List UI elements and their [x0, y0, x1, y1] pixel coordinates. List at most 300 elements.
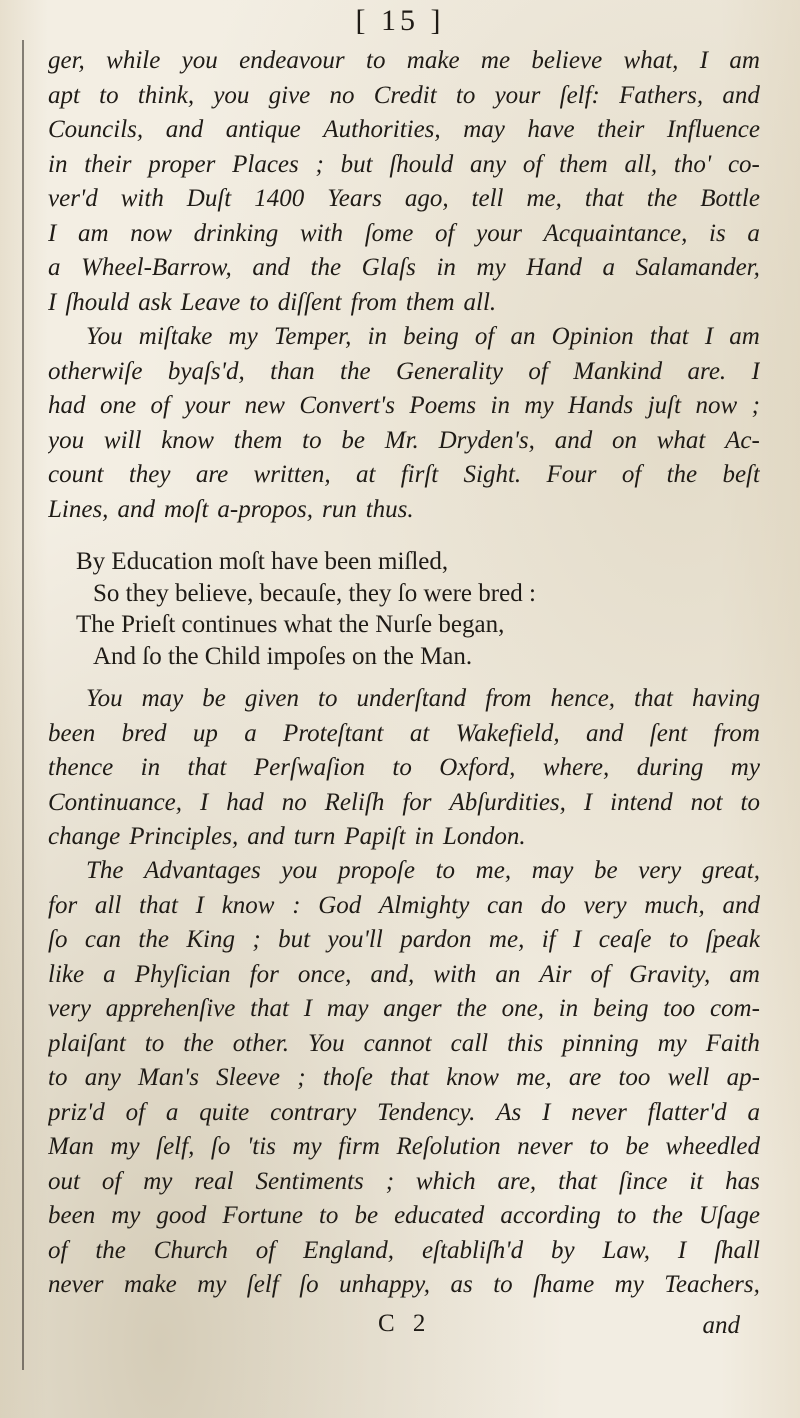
word: to — [144, 1029, 165, 1057]
word: I — [48, 219, 57, 247]
word: not — [690, 788, 723, 816]
text-line — [48, 182, 760, 217]
page-binding-edge — [22, 40, 24, 1370]
word: to — [435, 857, 456, 884]
word: to — [740, 788, 760, 816]
word: never — [571, 1098, 627, 1126]
word: what — [656, 426, 706, 454]
word: byaſs'd, — [167, 357, 245, 385]
word: has — [725, 1167, 760, 1195]
word: in — [414, 823, 434, 850]
word: Lines, — [48, 495, 109, 523]
word: been — [48, 719, 96, 747]
word: me, — [526, 185, 562, 212]
word: in — [490, 392, 510, 419]
word: Uſage — [698, 1202, 760, 1229]
word: never — [517, 1133, 573, 1160]
word: my — [143, 1167, 173, 1195]
word: are. — [687, 357, 727, 385]
word: Ac- — [725, 426, 760, 454]
word: Tendency. — [377, 1098, 476, 1126]
word: and — [554, 426, 593, 454]
word: ſelf, — [156, 1133, 195, 1160]
text-line — [48, 493, 760, 528]
text-line — [48, 113, 760, 148]
word: You — [86, 685, 123, 712]
word: been — [48, 1202, 96, 1229]
word: what, — [623, 47, 679, 74]
word: a — [747, 1098, 760, 1126]
word: call — [450, 1029, 489, 1057]
word: may — [141, 685, 184, 712]
word: Sentiments — [255, 1167, 364, 1195]
word: Fortune — [222, 1202, 303, 1229]
word: have — [527, 116, 575, 143]
word: and — [722, 891, 760, 919]
word: ceaſe — [598, 926, 652, 953]
word: and — [722, 81, 760, 109]
word: my — [614, 1271, 644, 1298]
word: I — [583, 788, 593, 816]
word: the — [646, 185, 678, 212]
text-line — [48, 355, 760, 390]
word: to — [366, 47, 386, 74]
word: other. — [232, 1029, 289, 1057]
word: to — [302, 426, 322, 454]
word: Law, — [602, 1236, 650, 1264]
word: cannot — [363, 1029, 432, 1057]
word: Mankind — [573, 357, 663, 385]
word: during — [636, 754, 704, 781]
word: now — [130, 219, 172, 247]
text-line — [48, 1234, 760, 1269]
word: it — [689, 1167, 704, 1195]
word: that — [634, 685, 673, 712]
word: all. — [463, 288, 497, 316]
word: Almighty — [379, 891, 470, 919]
word: I — [199, 788, 209, 816]
word: as — [450, 1271, 473, 1298]
word: too — [618, 1064, 651, 1091]
word: ſhame — [533, 1271, 595, 1298]
word: London. — [442, 823, 526, 850]
word: my — [657, 1029, 687, 1057]
word: them — [233, 426, 283, 454]
word: you — [48, 426, 85, 454]
word: very — [638, 857, 682, 884]
word: Principles, — [129, 823, 239, 850]
word: 'tis — [246, 1133, 276, 1160]
text-line — [48, 286, 760, 321]
text-line — [48, 389, 760, 424]
word: Four — [546, 461, 597, 488]
word: Councils, — [48, 116, 144, 143]
word: no — [329, 81, 355, 109]
word: of — [522, 150, 543, 178]
word: give — [268, 81, 311, 109]
word: ſhall — [714, 1236, 760, 1264]
word: me, — [516, 1064, 552, 1091]
word: be — [202, 685, 226, 712]
word: believe — [531, 47, 603, 74]
word: very — [48, 995, 92, 1022]
word: the — [95, 1236, 126, 1264]
word: You — [86, 323, 123, 350]
word: ſince — [618, 1167, 668, 1195]
word: me, — [475, 857, 512, 884]
word: a — [103, 960, 116, 988]
word: England, — [303, 1236, 395, 1264]
word: your — [476, 219, 522, 247]
catchword: and — [702, 1312, 740, 1339]
word: juſt — [647, 392, 682, 419]
text-line — [48, 320, 760, 355]
word: Man's — [138, 1064, 199, 1091]
word: being — [403, 323, 459, 350]
word: thence — [48, 754, 114, 781]
word: their — [84, 150, 132, 178]
word: in — [436, 254, 456, 281]
word: Acquaintance, — [543, 219, 688, 247]
word: and — [117, 495, 155, 523]
word: be — [625, 1133, 649, 1160]
word: ſhould — [389, 150, 454, 178]
word: a — [165, 1098, 179, 1126]
word: of — [621, 461, 642, 488]
word: too — [663, 995, 696, 1022]
text-line — [48, 1268, 760, 1303]
word: very — [583, 891, 627, 919]
word: quite — [199, 1098, 250, 1126]
word: by — [551, 1236, 575, 1264]
word: anger — [383, 995, 442, 1022]
word: Influence — [666, 116, 760, 143]
word: may — [326, 995, 369, 1022]
paragraph-2 — [48, 320, 760, 527]
word: ſelf — [246, 1271, 279, 1298]
word: am — [729, 47, 760, 74]
word: them — [559, 150, 608, 178]
word: pardon — [400, 926, 472, 953]
word: The — [86, 857, 124, 884]
word: ſent — [649, 719, 688, 747]
word: that — [649, 323, 689, 350]
word: I — [542, 1098, 551, 1126]
word: ger, — [48, 47, 85, 74]
word: never — [48, 1271, 104, 1298]
word: Wakefield, — [455, 719, 560, 747]
word: one, — [501, 995, 544, 1022]
word: run — [322, 495, 357, 523]
word: ; — [315, 150, 324, 178]
word: I — [704, 323, 714, 350]
word: at — [409, 719, 430, 747]
text-line — [48, 1165, 760, 1200]
word: drinking — [193, 219, 279, 247]
word: flatter'd — [647, 1098, 727, 1126]
word: intend — [610, 788, 673, 816]
word: the — [652, 1202, 683, 1229]
word: had — [226, 788, 264, 816]
word: like — [48, 960, 85, 988]
word: with — [120, 185, 164, 212]
word: an — [510, 323, 536, 350]
word: had — [48, 392, 86, 419]
word: which — [415, 1167, 476, 1195]
word: are — [195, 461, 229, 488]
word: having — [691, 685, 760, 712]
word: of — [150, 392, 170, 419]
word: a-propos, — [217, 495, 313, 523]
text-line — [48, 786, 760, 821]
word: a — [747, 219, 760, 247]
word: Glaſs — [361, 254, 416, 281]
text-line — [48, 923, 760, 958]
text-line — [48, 251, 760, 286]
word: Duſt — [186, 185, 232, 212]
word: new — [244, 392, 285, 419]
text-line — [48, 820, 760, 855]
word: they — [128, 461, 171, 488]
word: being — [592, 995, 649, 1022]
word: to — [493, 1271, 513, 1298]
word: Years — [327, 185, 382, 212]
text-line — [48, 217, 760, 252]
word: ; — [297, 1064, 306, 1091]
word: thoſe — [322, 1064, 373, 1091]
word: me, — [488, 926, 525, 953]
word: wheedled — [665, 1133, 760, 1160]
word: am — [729, 323, 760, 350]
word: my — [730, 754, 760, 781]
word: my — [111, 1202, 141, 1229]
word: Wheel-Barrow, — [81, 254, 232, 281]
word: with — [299, 219, 344, 247]
word: a — [48, 254, 61, 281]
word: be — [341, 426, 365, 454]
word: Reſolution — [396, 1133, 501, 1160]
text-line — [48, 682, 760, 717]
word: a — [244, 719, 257, 747]
word: Oxford, — [439, 754, 516, 781]
word: of — [125, 1098, 146, 1126]
word: out — [48, 1167, 80, 1195]
word: of — [590, 960, 610, 988]
word: than — [270, 357, 315, 385]
word: up — [192, 719, 218, 747]
word: priz'd — [48, 1098, 105, 1126]
word: to — [318, 685, 338, 712]
word: ſo — [299, 1271, 319, 1298]
word: Hands — [568, 392, 634, 419]
word: antique — [225, 116, 301, 143]
word: on — [611, 426, 637, 454]
word: Gravity, — [629, 960, 711, 988]
word: the — [310, 254, 342, 281]
text-line — [48, 1130, 760, 1165]
word: Generality — [396, 357, 503, 385]
word: but — [340, 150, 373, 178]
word: firm — [338, 1133, 380, 1160]
word: ſhould — [65, 288, 130, 316]
word: and — [585, 719, 624, 747]
word: to — [392, 754, 412, 781]
word: ſome — [364, 219, 414, 247]
word: proper — [148, 150, 216, 178]
word: your — [184, 392, 231, 419]
word: of — [435, 219, 455, 247]
word: you — [281, 857, 318, 884]
word: unhappy, — [339, 1271, 431, 1298]
word: tho' — [673, 150, 712, 178]
word: I — [573, 926, 582, 953]
word: think, — [137, 81, 195, 109]
word: any — [84, 1064, 121, 1091]
word: to — [455, 81, 476, 109]
word: to — [48, 1064, 68, 1091]
word: the — [666, 461, 698, 488]
word: thus. — [365, 495, 414, 523]
word: much, — [644, 891, 705, 919]
word: Hand — [526, 254, 582, 281]
word: in — [140, 754, 161, 781]
word: contrary — [270, 1098, 357, 1126]
word: the — [340, 357, 371, 385]
word: ask — [138, 288, 172, 316]
word: my — [524, 392, 554, 419]
word: can — [84, 926, 121, 953]
word: Convert's — [299, 392, 395, 419]
word: that — [558, 1167, 597, 1195]
word: be — [593, 857, 618, 884]
word: to — [589, 1133, 609, 1160]
word: of — [528, 357, 548, 385]
word: com- — [709, 995, 760, 1022]
word: if — [541, 926, 556, 953]
word: my — [476, 254, 506, 281]
word: the — [183, 1029, 214, 1057]
word: given — [244, 685, 300, 712]
word: to — [249, 288, 269, 316]
word: propoſe — [338, 857, 415, 884]
word: I — [699, 47, 709, 74]
word: Fathers, — [619, 81, 704, 109]
word: plaiſant — [48, 1029, 126, 1057]
text-line — [48, 717, 760, 752]
text-line — [48, 1199, 760, 1234]
word: firſt — [400, 461, 439, 488]
word: me — [480, 47, 511, 74]
text-line — [48, 889, 760, 924]
word: with — [433, 960, 477, 988]
word: endeavour — [239, 47, 345, 74]
word: ver'd — [48, 185, 98, 212]
word: where, — [542, 754, 610, 781]
word: them — [405, 288, 455, 316]
word: Perſwaſion — [253, 754, 365, 781]
word: Dryden's, — [438, 426, 535, 454]
word: Sleeve — [216, 1064, 281, 1091]
word: while — [106, 47, 161, 74]
verse-line: And ſo the Child impoſes on the Man. — [93, 642, 473, 670]
word: good — [156, 1202, 207, 1229]
word: of — [474, 323, 495, 350]
paragraph-3 — [48, 682, 760, 855]
word: one — [99, 392, 137, 419]
word: my — [292, 1133, 322, 1160]
word: to — [616, 1202, 637, 1229]
word: you'll — [327, 926, 383, 953]
word: from — [713, 719, 760, 747]
word: moſt — [163, 495, 209, 523]
word: an — [495, 960, 521, 988]
word: and — [247, 823, 285, 850]
word: make — [406, 47, 460, 74]
word: Poems — [409, 392, 477, 419]
word: Teachers, — [664, 1271, 760, 1298]
word: miſtake — [138, 323, 213, 350]
word: count — [48, 461, 104, 488]
word: to — [668, 926, 689, 953]
page-footer — [48, 1310, 760, 1344]
word: real — [194, 1167, 234, 1195]
word: is — [709, 219, 726, 247]
word: know — [446, 1064, 499, 1091]
word: I — [303, 995, 313, 1022]
word: according — [500, 1202, 601, 1229]
text-line — [48, 44, 760, 79]
word: Proteſtant — [283, 719, 384, 747]
word: be — [354, 1202, 379, 1229]
word: that — [584, 185, 624, 212]
verse-quotation — [76, 546, 696, 672]
word: Abſurdities, — [449, 788, 566, 816]
word: great, — [701, 857, 760, 884]
word: ſelf: — [559, 81, 600, 109]
word: do — [540, 891, 566, 919]
word: are, — [497, 1167, 537, 1195]
word: ap- — [726, 1064, 760, 1091]
word: but — [278, 926, 311, 953]
word: now — [695, 392, 738, 419]
word: you — [213, 81, 250, 109]
text-line — [48, 148, 760, 183]
word: Church — [153, 1236, 228, 1264]
word: Advantages — [144, 857, 261, 884]
word: I — [48, 288, 57, 316]
word: pinning — [562, 1029, 639, 1057]
word: Salamander, — [635, 254, 760, 281]
word: educated — [394, 1202, 485, 1229]
word: am — [729, 960, 760, 988]
text-line — [48, 1027, 760, 1062]
word: Places — [232, 150, 299, 178]
word: I — [751, 357, 760, 385]
word: know — [161, 426, 214, 454]
word: of — [101, 1167, 122, 1195]
page-number: [ 15 ] — [355, 4, 445, 37]
word: bred — [121, 719, 167, 747]
word: underſtand — [356, 685, 467, 712]
word: co- — [727, 150, 760, 178]
word: Papiſt — [344, 823, 406, 850]
word: once, — [297, 960, 352, 988]
word: this — [507, 1029, 544, 1057]
word: for — [48, 891, 78, 919]
word: King — [186, 926, 235, 953]
word: will — [103, 426, 142, 454]
word: tell — [471, 185, 504, 212]
